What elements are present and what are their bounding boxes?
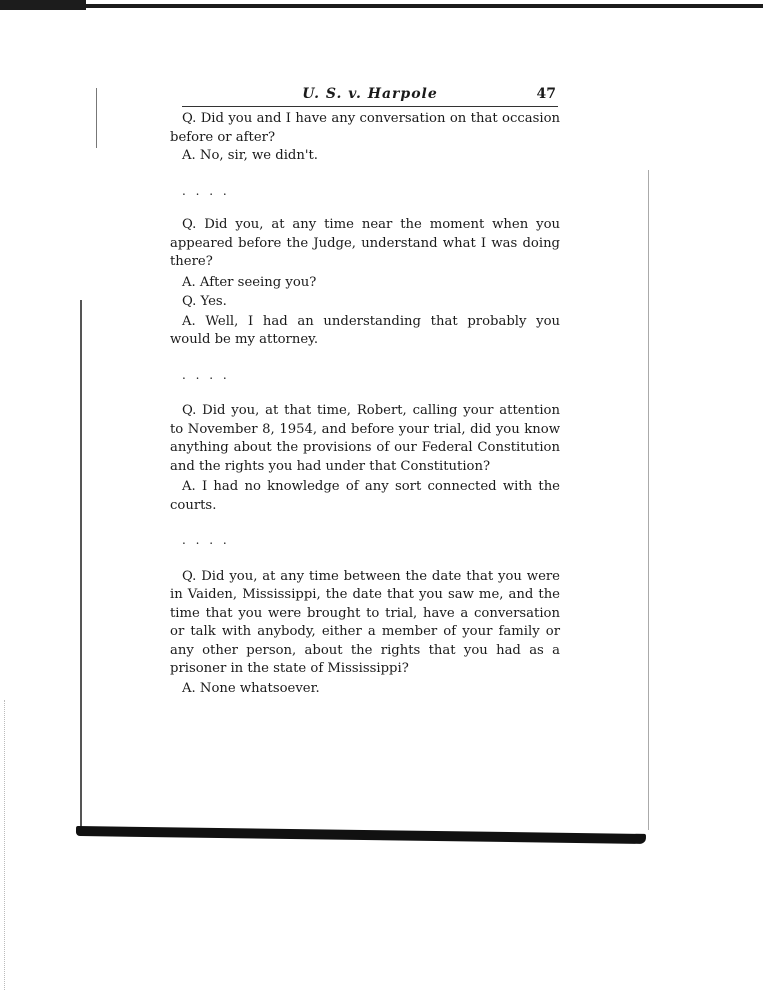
- scan-edge-dots: [4, 700, 6, 990]
- left-page-edge: [80, 300, 82, 835]
- ellipsis-3: . . . .: [182, 533, 230, 547]
- answer-1: A. No, sir, we didn't.: [182, 148, 318, 163]
- answer-3: A. Well, I had an understanding that probably you would be my attorney.: [170, 313, 560, 347]
- top-border: [0, 4, 763, 8]
- top-border-tick: [0, 0, 86, 10]
- header-rule: [182, 106, 558, 107]
- ellipsis-2: . . . .: [182, 367, 230, 382]
- ellipsis-1: . . . .: [182, 183, 230, 198]
- right-page-edge: [648, 170, 649, 830]
- bottom-page-edge: [76, 826, 646, 844]
- question-2: Q. Did you, at any time near the moment when you appeared before the Judge, understand what I was doing there?: [170, 217, 560, 269]
- answer-5: A. None whatsoever.: [182, 680, 320, 696]
- question-3: Q. Yes.: [182, 294, 227, 309]
- transcript-body: [170, 110, 560, 698]
- answer-2: A. After seeing you?: [182, 274, 317, 290]
- question-4: Q. Did you, at that time, Robert, calling your attention to November 8, 1954, and before your trial, did you know anything about the provisions of our Federal Constitution and the rights you had under that Constitution?: [170, 403, 560, 474]
- question-1: Q. Did you and I have any conversation on that occasion before or after?: [170, 111, 560, 145]
- running-header: [182, 86, 558, 106]
- answer-4: A. I had no knowledge of any sort connected with the courts.: [170, 479, 560, 513]
- header-title: U. S. v. Harpole: [302, 86, 438, 102]
- page-number: 47: [536, 86, 556, 102]
- left-margin-line: [96, 88, 97, 148]
- question-5: Q. Did you, at any time between the date that you were in Vaiden, Mississippi, the date that you saw me, and the time that you were brought to trial, have a conversation or talk with anybody, either a member of your family or any other person, about the rights that you had as a prisoner in the state of Mississippi?: [170, 568, 560, 676]
